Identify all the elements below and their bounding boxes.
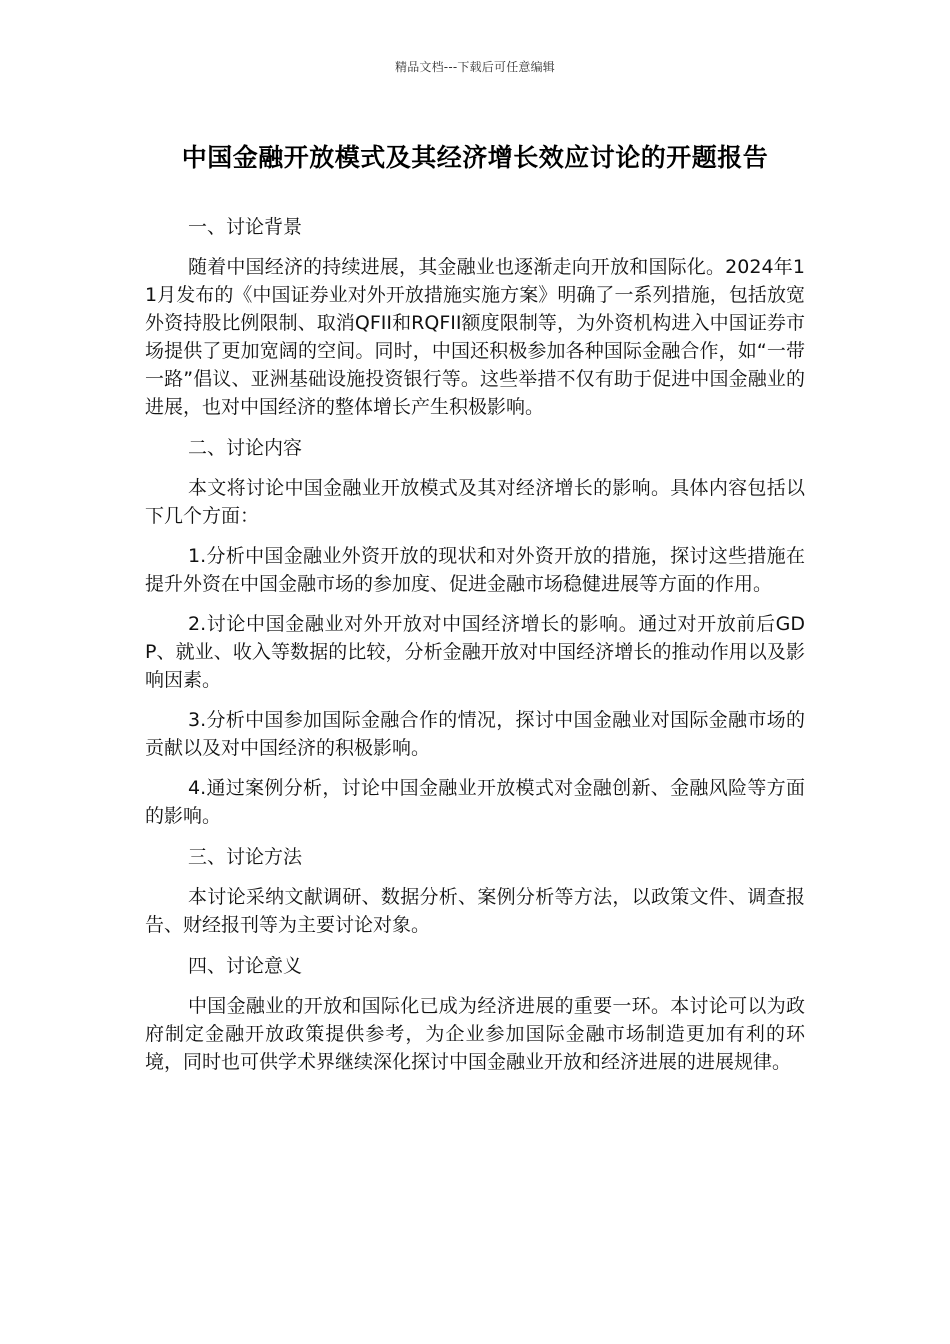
- significance-paragraph: 中国金融业的开放和国际化已成为经济进展的重要一环。本讨论可以为政府制定金融开放政策提供参考，为企业参加国际金融市场制造更加有利的环境，同时也可供学术界继续深化探讨中国金融业开放和经济进展的进展规律。: [145, 995, 805, 1073]
- section-heading-background: 一、讨论背景: [188, 216, 303, 238]
- header-note: 精品文档---下载后可任意编辑: [395, 60, 555, 74]
- document-body: [145, 212, 805, 1088]
- content-item-1: 1.分析中国金融业外资开放的现状和对外资开放的措施，探讨这些措施在提升外资在中国金融市场的参加度、促进金融市场稳健进展等方面的作用。: [145, 545, 805, 595]
- content-item-4: 4.通过案例分析，讨论中国金融业开放模式对金融创新、金融风险等方面的影响。: [145, 777, 805, 827]
- background-paragraph: 随着中国经济的持续进展，其金融业也逐渐走向开放和国际化。2024年11月发布的《中国证券业对外开放措施实施方案》明确了一系列措施，包括放宽外资持股比例限制、取消QFII和RQFII额度限制等，为外资机构进入中国证券市场提供了更加宽阔的空间。同时，中国还积极参加各种国际金融合作，如“一带一路”倡议、亚洲基础设施投资银行等。这些举措不仅有助于促进中国金融业的进展，也对中国经济的整体增长产生积极影响。: [145, 256, 805, 418]
- content-item-2: 2.讨论中国金融业对外开放对中国经济增长的影响。通过对开放前后GDP、就业、收入等数据的比较，分析金融开放对中国经济增长的推动作用以及影响因素。: [145, 613, 805, 691]
- method-paragraph: 本讨论采纳文献调研、数据分析、案例分析等方法，以政策文件、调查报告、财经报刊等为主要讨论对象。: [145, 886, 805, 936]
- content-intro-paragraph: 本文将讨论中国金融业开放模式及其对经济增长的影响。具体内容包括以下几个方面：: [145, 477, 805, 527]
- content-item-3: 3.分析中国参加国际金融合作的情况，探讨中国金融业对国际金融市场的贡献以及对中国经济的积极影响。: [145, 709, 805, 759]
- section-heading-method: 三、讨论方法: [188, 846, 303, 868]
- section-heading-significance: 四、讨论意义: [188, 955, 303, 977]
- section-heading-content: 二、讨论内容: [188, 437, 303, 459]
- document-title: 中国金融开放模式及其经济增长效应讨论的开题报告: [181, 143, 769, 172]
